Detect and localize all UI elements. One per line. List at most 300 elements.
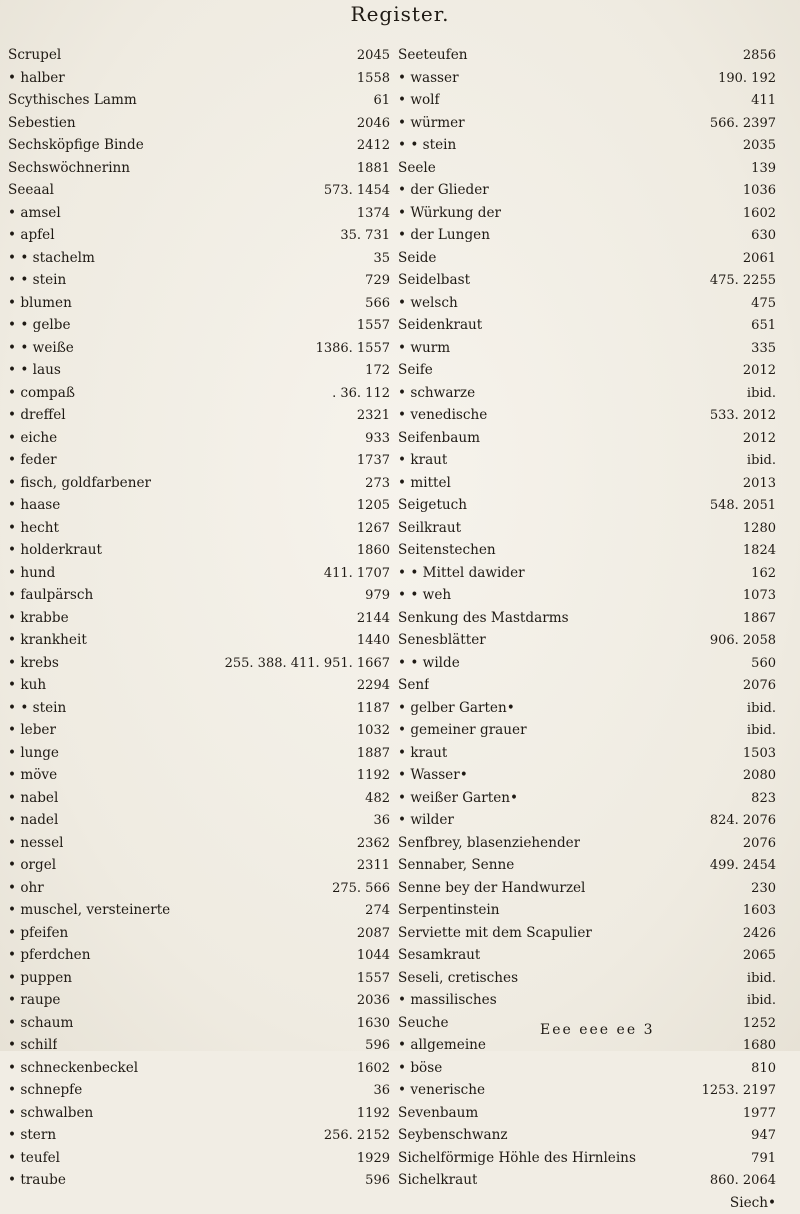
entry-page-reference: 1252: [735, 1013, 776, 1036]
index-entry: [8, 899, 390, 922]
entry-page-reference: 791: [743, 1148, 776, 1171]
index-entry: [8, 224, 390, 247]
index-entry: [398, 562, 776, 585]
index-entry: [8, 89, 390, 112]
index-entry: [398, 1102, 776, 1125]
entry-term: • • stein: [398, 134, 456, 157]
index-entry: [398, 382, 776, 405]
entry-term: • böse: [398, 1057, 442, 1080]
entry-term: • • wilde: [398, 652, 460, 675]
index-entry: [8, 719, 390, 742]
entry-page-reference: 411. 1707: [316, 563, 390, 586]
entry-term: • faulpärsch: [8, 584, 93, 607]
entry-page-reference: 2045: [349, 45, 390, 68]
entry-term: • wolf: [398, 89, 440, 112]
entry-term: • fisch, goldfarbener: [8, 472, 151, 495]
entry-term: • teufel: [8, 1147, 60, 1170]
index-entry: [398, 89, 776, 112]
entry-page-reference: 1440: [349, 630, 390, 653]
entry-term: • Würkung der: [398, 202, 501, 225]
index-entry: [398, 944, 776, 967]
index-entry: [398, 1079, 776, 1102]
entry-page-reference: 548. 2051: [702, 495, 776, 518]
entry-term: • kraut: [398, 449, 447, 472]
entry-page-reference: 1929: [349, 1148, 390, 1171]
entry-term: • der Glieder: [398, 179, 489, 202]
entry-term: • haase: [8, 494, 60, 517]
entry-page-reference: 1860: [349, 540, 390, 563]
index-entry: [8, 764, 390, 787]
entry-term: • krabbe: [8, 607, 69, 630]
entry-page-reference: 482: [357, 788, 390, 811]
entry-term: • würmer: [398, 112, 465, 135]
entry-page-reference: 2065: [735, 945, 776, 968]
index-entry: [398, 1147, 776, 1170]
entry-term: • • laus: [8, 359, 61, 382]
index-entry: [398, 44, 776, 67]
entry-page-reference: 1824: [735, 540, 776, 563]
entry-term: • • weiße: [8, 337, 74, 360]
index-entry: [8, 1147, 390, 1170]
entry-page-reference: 566. 2397: [702, 113, 776, 136]
entry-term: • wilder: [398, 809, 454, 832]
index-entry: [8, 1034, 390, 1057]
entry-page-reference: 1867: [735, 608, 776, 631]
entry-term: • schwalben: [8, 1102, 93, 1125]
entry-term: • stern: [8, 1124, 56, 1147]
entry-page-reference: 1557: [349, 315, 390, 338]
entry-page-reference: 1737: [349, 450, 390, 473]
index-entry: [398, 539, 776, 562]
entry-term: Senkung des Mastdarms: [398, 607, 569, 630]
index-entry: [8, 697, 390, 720]
entry-page-reference: 172: [357, 360, 390, 383]
index-entry: [8, 112, 390, 135]
entry-page-reference: 566: [357, 293, 390, 316]
entry-term: Seele: [398, 157, 436, 180]
index-entry: [8, 562, 390, 585]
index-entry: [8, 742, 390, 765]
entry-page-reference: 35: [365, 248, 390, 271]
index-entry: [398, 314, 776, 337]
entry-term: • pfeifen: [8, 922, 68, 945]
index-entry: [8, 944, 390, 967]
entry-term: • nabel: [8, 787, 58, 810]
index-entry: [8, 1169, 390, 1192]
entry-page-reference: 1603: [735, 900, 776, 923]
entry-term: • hecht: [8, 517, 59, 540]
index-entry: [398, 517, 776, 540]
entry-term: • schnepfe: [8, 1079, 82, 1102]
entry-page-reference: 2294: [349, 675, 390, 698]
entry-page-reference: 933: [357, 428, 390, 451]
entry-term: Seidenkraut: [398, 314, 482, 337]
entry-page-reference: 36: [365, 1080, 390, 1103]
index-entry: [8, 359, 390, 382]
entry-term: • dreffel: [8, 404, 66, 427]
entry-term: Sebestien: [8, 112, 76, 135]
entry-page-reference: 1032: [349, 720, 390, 743]
index-entry: [398, 899, 776, 922]
entry-term: • hund: [8, 562, 55, 585]
entry-term: • orgel: [8, 854, 56, 877]
index-entry: [398, 67, 776, 90]
entry-term: Seidelbast: [398, 269, 470, 292]
entry-page-reference: 1036: [735, 180, 776, 203]
entry-page-reference: 630: [743, 225, 776, 248]
index-entry: [8, 1079, 390, 1102]
entry-term: Senne bey der Handwurzel: [398, 877, 585, 900]
index-entry: [8, 629, 390, 652]
index-entry: [398, 202, 776, 225]
entry-page-reference: ibid.: [739, 990, 776, 1013]
entry-page-reference: 1192: [349, 1103, 390, 1126]
index-entry: [8, 809, 390, 832]
entry-term: • welsch: [398, 292, 458, 315]
index-entry: [8, 427, 390, 450]
entry-page-reference: 256. 2152: [316, 1125, 390, 1148]
entry-term: • pferdchen: [8, 944, 91, 967]
entry-term: Senfbrey, blasenziehender: [398, 832, 580, 855]
entry-page-reference: ibid.: [739, 450, 776, 473]
index-entry: [398, 877, 776, 900]
entry-term: Sichelförmige Höhle des Hirnleins: [398, 1147, 636, 1170]
entry-page-reference: 2321: [349, 405, 390, 428]
entry-term: Seybenschwanz: [398, 1124, 508, 1147]
entry-page-reference: 1558: [349, 68, 390, 91]
index-entry: [398, 809, 776, 832]
index-entry: [8, 67, 390, 90]
index-entry: [8, 337, 390, 360]
entry-page-reference: 273: [357, 473, 390, 496]
index-entry: [398, 1124, 776, 1147]
entry-term: • gelber Garten•: [398, 697, 515, 720]
index-entry: [398, 967, 776, 990]
entry-page-reference: ibid.: [739, 383, 776, 406]
entry-term: Seitenstechen: [398, 539, 496, 562]
index-entry: [8, 652, 390, 675]
index-entry: [398, 404, 776, 427]
index-entry: [398, 494, 776, 517]
catchword: Siech•: [730, 1192, 776, 1214]
index-entry: [398, 134, 776, 157]
index-entry: [8, 247, 390, 270]
entry-page-reference: 190. 192: [710, 68, 776, 91]
entry-page-reference: 906. 2058: [702, 630, 776, 653]
index-entry: [398, 359, 776, 382]
index-entry: [398, 764, 776, 787]
entry-term: • nadel: [8, 809, 58, 832]
index-entry: [8, 1102, 390, 1125]
index-entry: [8, 179, 390, 202]
index-entry: [398, 292, 776, 315]
entry-page-reference: 1602: [349, 1058, 390, 1081]
index-entry: [8, 472, 390, 495]
entry-term: Scrupel: [8, 44, 61, 67]
entry-page-reference: 1073: [735, 585, 776, 608]
entry-page-reference: 2076: [735, 833, 776, 856]
entry-page-reference: 651: [743, 315, 776, 338]
entry-term: • • weh: [398, 584, 451, 607]
entry-page-reference: 823: [743, 788, 776, 811]
entry-page-reference: 2036: [349, 990, 390, 1013]
entry-term: Seifenbaum: [398, 427, 480, 450]
index-entry: [398, 247, 776, 270]
index-entry: [398, 629, 776, 652]
entry-page-reference: 860. 2064: [702, 1170, 776, 1193]
entry-term: Seilkraut: [398, 517, 461, 540]
index-entry: [8, 449, 390, 472]
entry-page-reference: 2061: [735, 248, 776, 271]
entry-term: Sichelkraut: [398, 1169, 477, 1192]
entry-page-reference: 1887: [349, 743, 390, 766]
index-entry: [8, 314, 390, 337]
entry-term: Serviette mit dem Scapulier: [398, 922, 592, 945]
entry-term: • • gelbe: [8, 314, 71, 337]
entry-page-reference: 2076: [735, 675, 776, 698]
left-index-column: [8, 44, 390, 1192]
entry-term: Senesblätter: [398, 629, 486, 652]
entry-term: Seseli, cretisches: [398, 967, 518, 990]
entry-term: Serpentinstein: [398, 899, 500, 922]
entry-term: Sechsköpfige Binde: [8, 134, 144, 157]
index-entry: [398, 832, 776, 855]
entry-term: • krankheit: [8, 629, 87, 652]
index-entry: [398, 427, 776, 450]
entry-term: • raupe: [8, 989, 60, 1012]
entry-term: • amsel: [8, 202, 61, 225]
entry-page-reference: 1680: [735, 1035, 776, 1058]
entry-page-reference: ibid.: [739, 698, 776, 721]
entry-term: Seide: [398, 247, 436, 270]
entry-term: Sechswöchnerinn: [8, 157, 130, 180]
entry-page-reference: ibid.: [739, 720, 776, 743]
index-entry: [8, 157, 390, 180]
entry-page-reference: 979: [357, 585, 390, 608]
entry-page-reference: 1374: [349, 203, 390, 226]
entry-term: • eiche: [8, 427, 57, 450]
index-entry: [8, 494, 390, 517]
entry-page-reference: 2012: [735, 428, 776, 451]
entry-term: • gemeiner grauer: [398, 719, 527, 742]
entry-term: • lunge: [8, 742, 59, 765]
index-entry: [8, 44, 390, 67]
entry-page-reference: 596: [357, 1035, 390, 1058]
index-entry: [8, 382, 390, 405]
index-entry: [398, 989, 776, 1012]
catchword-row: [398, 1192, 776, 1214]
index-entry: [398, 179, 776, 202]
entry-page-reference: 1192: [349, 765, 390, 788]
signature-mark: Eee eee ee 3: [540, 1022, 654, 1038]
entry-term: • schaum: [8, 1012, 73, 1035]
entry-page-reference: . 36. 112: [324, 383, 390, 406]
entry-page-reference: 2856: [735, 45, 776, 68]
index-entry: [8, 1012, 390, 1035]
entry-page-reference: 275. 566: [324, 878, 390, 901]
index-entry: [398, 854, 776, 877]
entry-page-reference: 596: [357, 1170, 390, 1193]
entry-term: • nessel: [8, 832, 63, 855]
index-entry: [8, 517, 390, 540]
entry-term: Sevenbaum: [398, 1102, 478, 1125]
entry-term: • kuh: [8, 674, 46, 697]
entry-page-reference: 824. 2076: [702, 810, 776, 833]
index-entry: [8, 674, 390, 697]
entry-page-reference: 1503: [735, 743, 776, 766]
entry-page-reference: 2311: [349, 855, 390, 878]
entry-page-reference: 139: [743, 158, 776, 181]
entry-page-reference: 35. 731: [332, 225, 390, 248]
entry-term: • kraut: [398, 742, 447, 765]
entry-page-reference: 2012: [735, 360, 776, 383]
index-entry: [398, 652, 776, 675]
entry-page-reference: 1253. 2197: [694, 1080, 776, 1103]
entry-page-reference: 1267: [349, 518, 390, 541]
index-entry: [398, 449, 776, 472]
entry-page-reference: 36: [365, 810, 390, 833]
index-entry: [398, 922, 776, 945]
entry-term: Seigetuch: [398, 494, 467, 517]
index-entry: [8, 292, 390, 315]
index-entry: [398, 112, 776, 135]
entry-term: • krebs: [8, 652, 59, 675]
entry-page-reference: 1044: [349, 945, 390, 968]
entry-page-reference: 2412: [349, 135, 390, 158]
index-entry: [8, 1124, 390, 1147]
entry-page-reference: 2080: [735, 765, 776, 788]
entry-term: • möve: [8, 764, 57, 787]
entry-term: • Wasser•: [398, 764, 468, 787]
entry-page-reference: 2046: [349, 113, 390, 136]
entry-term: • venerische: [398, 1079, 485, 1102]
entry-page-reference: 810: [743, 1058, 776, 1081]
page-header: Register.: [0, 2, 800, 26]
entry-term: Seuche: [398, 1012, 449, 1035]
index-entry: [398, 584, 776, 607]
entry-term: • apfel: [8, 224, 55, 247]
entry-page-reference: 61: [365, 90, 390, 113]
entry-page-reference: 475: [743, 293, 776, 316]
entry-page-reference: 2144: [349, 608, 390, 631]
entry-page-reference: 1205: [349, 495, 390, 518]
entry-page-reference: 230: [743, 878, 776, 901]
entry-page-reference: 1881: [349, 158, 390, 181]
entry-term: • venedische: [398, 404, 487, 427]
entry-page-reference: 1977: [735, 1103, 776, 1126]
index-entry: [8, 967, 390, 990]
entry-term: Seeteufen: [398, 44, 468, 67]
index-entry: [8, 877, 390, 900]
entry-page-reference: 947: [743, 1125, 776, 1148]
right-index-column: [398, 44, 776, 1214]
index-entry: [398, 1169, 776, 1192]
entry-term: • muschel, versteinerte: [8, 899, 170, 922]
entry-page-reference: 1602: [735, 203, 776, 226]
entry-term: • • stein: [8, 269, 66, 292]
entry-term: Senf: [398, 674, 429, 697]
entry-term: • mittel: [398, 472, 451, 495]
index-entry: [398, 472, 776, 495]
entry-term: • • Mittel dawider: [398, 562, 525, 585]
entry-page-reference: 560: [743, 653, 776, 676]
entry-term: • schwarze: [398, 382, 475, 405]
entry-term: Seife: [398, 359, 433, 382]
index-entry: [398, 224, 776, 247]
index-entry: [8, 202, 390, 225]
index-entry: [398, 787, 776, 810]
entry-term: • halber: [8, 67, 65, 90]
entry-page-reference: 1386. 1557: [308, 338, 390, 361]
index-entry: [8, 1057, 390, 1080]
entry-term: • traube: [8, 1169, 66, 1192]
index-entry: [8, 404, 390, 427]
entry-term: • puppen: [8, 967, 72, 990]
entry-term: • massilisches: [398, 989, 497, 1012]
entry-term: Sesamkraut: [398, 944, 480, 967]
entry-term: Seeaal: [8, 179, 54, 202]
index-entry: [8, 607, 390, 630]
index-entry: [398, 337, 776, 360]
entry-term: • schilf: [8, 1034, 57, 1057]
index-entry: [8, 787, 390, 810]
entry-term: • • stein: [8, 697, 66, 720]
entry-page-reference: 2426: [735, 923, 776, 946]
index-entry: [8, 832, 390, 855]
index-entry: [398, 607, 776, 630]
entry-page-reference: ibid.: [739, 968, 776, 991]
entry-page-reference: 1280: [735, 518, 776, 541]
entry-term: Sennaber, Senne: [398, 854, 514, 877]
entry-page-reference: 255. 388. 411. 951. 1667: [217, 653, 390, 676]
entry-page-reference: 274: [357, 900, 390, 923]
entry-term: • • stachelm: [8, 247, 95, 270]
entry-term: • allgemeine: [398, 1034, 486, 1057]
entry-page-reference: 729: [357, 270, 390, 293]
index-entry: [398, 719, 776, 742]
index-entry: [398, 1057, 776, 1080]
entry-term: • schneckenbeckel: [8, 1057, 138, 1080]
entry-term: • wurm: [398, 337, 450, 360]
entry-term: • feder: [8, 449, 57, 472]
entry-page-reference: 162: [743, 563, 776, 586]
page-footer: [540, 1022, 654, 1038]
entry-page-reference: 1187: [349, 698, 390, 721]
entry-page-reference: 499. 2454: [702, 855, 776, 878]
entry-term: • wasser: [398, 67, 459, 90]
index-entry: [8, 134, 390, 157]
index-entry: [8, 922, 390, 945]
entry-term: • ohr: [8, 877, 44, 900]
entry-page-reference: 2362: [349, 833, 390, 856]
index-entry: [8, 584, 390, 607]
index-entry: [398, 742, 776, 765]
entry-page-reference: 411: [743, 90, 776, 113]
index-entry: [398, 674, 776, 697]
index-entry: [8, 269, 390, 292]
entry-page-reference: 2087: [349, 923, 390, 946]
entry-page-reference: 2013: [735, 473, 776, 496]
index-entry: [8, 539, 390, 562]
entry-page-reference: 1630: [349, 1013, 390, 1036]
entry-term: • weißer Garten•: [398, 787, 518, 810]
entry-page-reference: 475. 2255: [702, 270, 776, 293]
entry-term: • der Lungen: [398, 224, 490, 247]
index-entry: [8, 989, 390, 1012]
entry-term: • blumen: [8, 292, 72, 315]
index-entry: [398, 157, 776, 180]
index-entry: [8, 854, 390, 877]
